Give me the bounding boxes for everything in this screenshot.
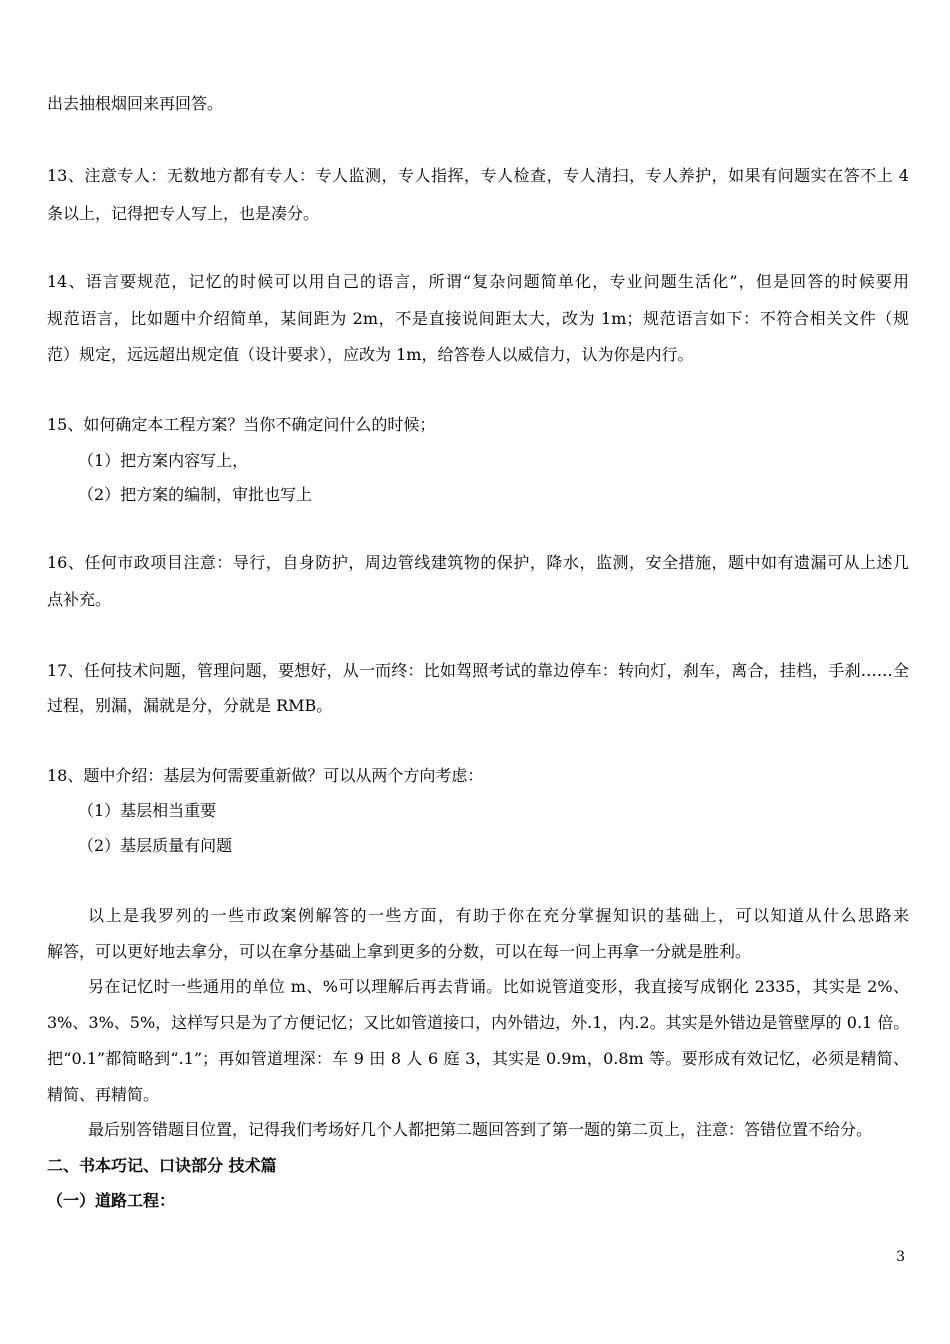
section-heading-techniques: 二、书本巧记、口诀部分 技术篇 (47, 1156, 277, 1175)
memory-line-1: 另在记忆时一些通用的单位 m、%可以理解后再去背诵。比如说管道变形，我直接写成钢化 2335，其实是 2%、 (88, 977, 909, 996)
item-18-line-1: 18、题中介绍：基层为何需要重新做？可以从两个方向考虑： (47, 766, 484, 785)
item-17-line-2: 过程，别漏，漏就是分，分就是 RMB。 (47, 696, 333, 715)
item-18-sub-1: （1）基层相当重要 (78, 801, 217, 820)
subsection-heading-road-engineering: （一）道路工程： (47, 1191, 176, 1210)
page-number: 3 (896, 1249, 905, 1265)
item-14-line-3: 范）规定，远远超出规定值（设计要求），应改为 1m，给答卷人以威信力，认为你是内行。 (47, 345, 694, 364)
item-15-line-1: 15、如何确定本工程方案？当你不确定问什么的时候； (47, 415, 436, 434)
memory-line-4: 精简、再精简。 (47, 1085, 160, 1104)
memory-line-3: 把“0.1”都简略到“.1”；再如管道埋深：车 9 田 8 人 6 庭 3，其实是 0.9m，0.8m 等。要形成有效记忆，必须是精简、 (47, 1049, 909, 1068)
item-15-sub-1: （1）把方案内容写上， (78, 451, 249, 470)
final-note-line: 最后别答错题目位置，记得我们考场好几个人都把第二题回答到了第一题的第二页上，注意：答错位置不给分。 (88, 1120, 873, 1139)
item-13-line-1: 13、注意专人：无数地方都有专人：专人监测，专人指挥，专人检查，专人清扫，专人养护，如果有问题实在答不上 4 (47, 166, 909, 185)
summary-line-2: 解答，可以更好地去拿分，可以在拿分基础上拿到更多的分数，可以在每一问上再拿一分就是胜利。 (47, 942, 752, 961)
item-13-line-2: 条以上，记得把专人写上，也是凑分。 (47, 204, 320, 223)
item-17-line-1: 17、任何技术问题，管理问题，要想好，从一而终：比如驾照考试的靠边停车：转向灯，刹车，离合，挂档，手刹……全 (47, 661, 909, 680)
memory-line-2: 3%、3%、5%，这样写只是为了方便记忆；又比如管道接口，内外错边，外.1，内.2。其实是外错边是管壁厚的 0.1 倍。 (47, 1013, 909, 1032)
item-14-line-2: 规范语言，比如题中介绍简单，某间距为 2m，不是直接说间距太大，改为 1m；规范语言如下：不符合相关文件（规 (47, 309, 909, 328)
summary-line-1: 以上是我罗列的一些市政案例解答的一些方面，有助于你在充分掌握知识的基础上，可以知道从什么思路来 (88, 906, 909, 925)
item-15-sub-2: （2）把方案的编制，审批也写上 (78, 485, 313, 504)
item-16-line-1: 16、任何市政项目注意：导行，自身防护，周边管线建筑物的保护，降水，监测，安全措施，题中如有遗漏可从上述几 (47, 553, 909, 572)
paragraph-line-1: 出去抽根烟回来再回答。 (47, 94, 224, 113)
item-18-sub-2: （2）基层质量有问题 (78, 836, 233, 855)
item-16-line-2: 点补充。 (47, 590, 112, 609)
item-14-line-1: 14、语言要规范，记忆的时候可以用自己的语言，所谓“复杂问题简单化，专业问题生活化”，但是回答的时候要用 (47, 272, 909, 291)
